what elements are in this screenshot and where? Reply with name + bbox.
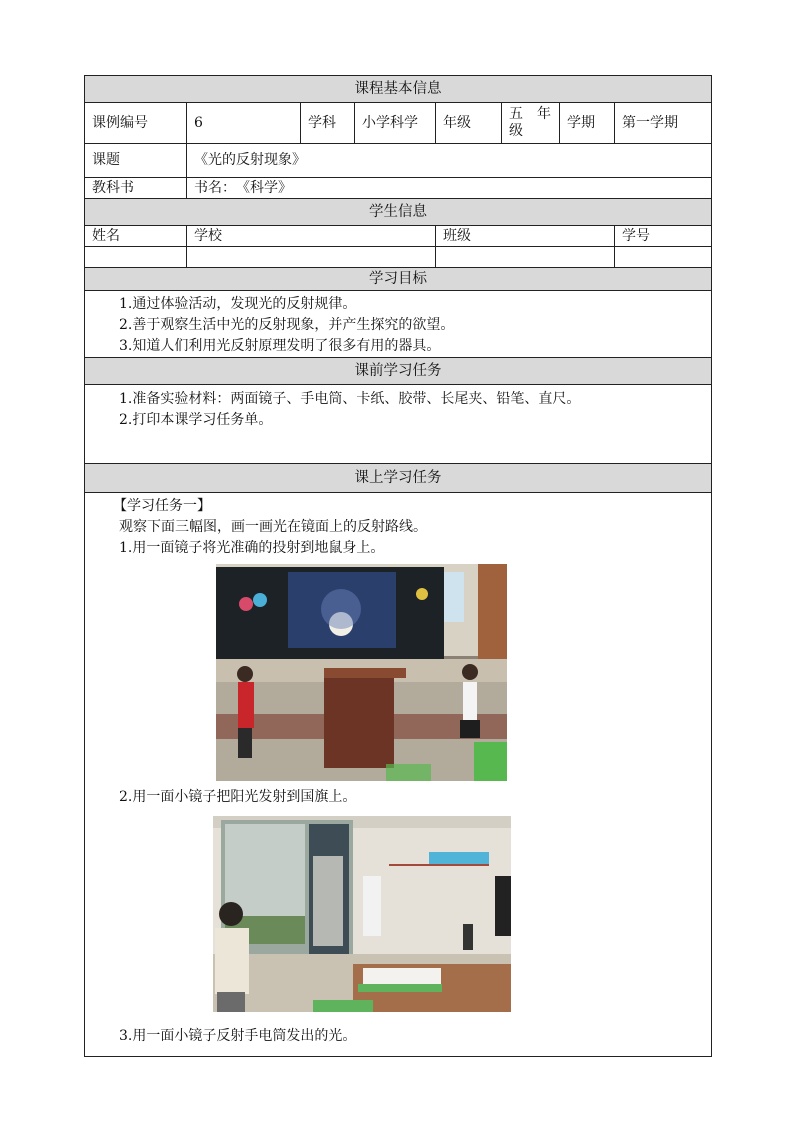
textbook-value: 书名： 《科学》: [187, 178, 712, 199]
school-field[interactable]: [187, 247, 436, 268]
school-label: 学校: [187, 226, 436, 247]
grade-value: 五 年级: [502, 103, 560, 144]
pre-task-item: 2.打印本课学习任务单。: [119, 412, 273, 428]
task-item-2: 2.用一面小镜子把阳光发射到国旗上。: [119, 789, 357, 805]
task-item-3: 3.用一面小镜子反射手电筒发出的光。: [119, 1028, 357, 1044]
textbook-label: 教科书: [85, 178, 187, 199]
subject-label: 学科: [301, 103, 355, 144]
name-label: 姓名: [85, 226, 187, 247]
goal-item: 3.知道人们利用光反射原理发明了很多有用的器具。: [119, 338, 441, 354]
photo-whack-a-mole: [216, 564, 507, 781]
lesson-no-value: 6: [187, 103, 301, 144]
photo-flag-sunlight: [213, 816, 511, 1012]
term-value: 第一学期: [615, 103, 712, 144]
grade-label: 年级: [436, 103, 502, 144]
lesson-no-label: 课例编号: [85, 103, 187, 144]
student-id-field[interactable]: [615, 247, 712, 268]
goal-item: 2.善于观察生活中光的反射现象，并产生探究的欲望。: [119, 317, 455, 333]
pre-task-list: [85, 385, 712, 464]
section-goals: 学习目标: [85, 268, 712, 291]
topic-label: 课题: [85, 144, 187, 178]
class-field[interactable]: [436, 247, 615, 268]
lesson-table: [84, 75, 712, 1057]
subject-value: 小学科学: [355, 103, 436, 144]
classroom-window-photo: [213, 816, 511, 1012]
goals-list: [85, 291, 712, 358]
worksheet: [84, 75, 711, 1057]
pre-task-item: 1.准备实验材料：两面镜子、手电筒、卡纸、胶带、长尾夹、铅笔、直尺。: [119, 391, 581, 407]
student-id-label: 学号: [615, 226, 712, 247]
task-title: 【学习任务一】: [113, 498, 211, 514]
term-label: 学期: [560, 103, 615, 144]
section-basic-info: 课程基本信息: [85, 76, 712, 103]
name-field[interactable]: [85, 247, 187, 268]
section-pre-tasks: 课前学习任务: [85, 358, 712, 385]
task-item-1: 1.用一面镜子将光准确的投射到地鼠身上。: [119, 540, 385, 556]
section-student-info: 学生信息: [85, 199, 712, 226]
task-intro: 观察下面三幅图，画一画光在镜面上的反射路线。: [119, 519, 427, 535]
class-label: 班级: [436, 226, 615, 247]
goal-item: 1.通过体验活动，发现光的反射规律。: [119, 296, 357, 312]
in-class-task: [85, 493, 712, 1057]
topic-value: 《光的反射现象》: [187, 144, 712, 178]
section-in-class: 课上学习任务: [85, 464, 712, 493]
classroom-screen-photo: [216, 564, 507, 781]
